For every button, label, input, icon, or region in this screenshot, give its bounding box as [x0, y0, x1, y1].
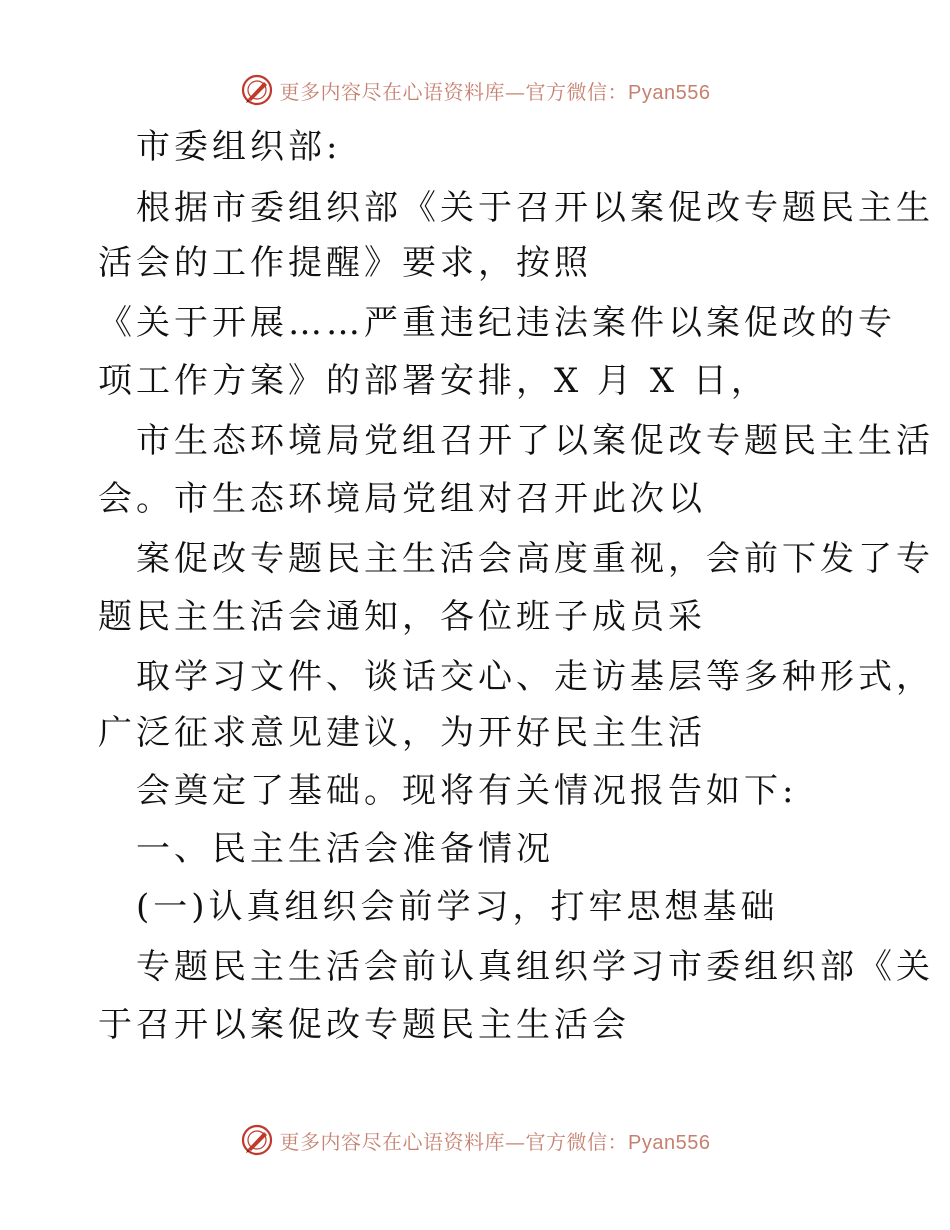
pen-logo-icon — [240, 1123, 274, 1157]
text-line: 专题民主生活会前认真组织学习市委组织部《关 — [136, 947, 934, 987]
watermark-text — [280, 1126, 711, 1155]
watermark-suffix: 官方微信： — [525, 79, 629, 104]
text-line: 于召开以案促改专题民主生活会 — [98, 1005, 630, 1045]
text-line: 案促改专题民主生活会高度重视，会前下发了专 — [136, 539, 934, 579]
pen-logo-icon — [240, 73, 274, 107]
watermark-wechat-id: Pyan556 — [628, 81, 711, 104]
text-line: 根据市委组织部《关于召开以案促改专题民主生 — [136, 188, 934, 228]
text-line: 题民主生活会通知，各位班子成员采 — [98, 597, 706, 637]
text-line: 会奠定了基础。现将有关情况报告如下: — [136, 771, 798, 811]
text-line: 市委组织部: — [136, 127, 342, 167]
text-line: 取学习文件、谈话交心、走访基层等多种形式， — [136, 657, 934, 697]
text-line: 项工作方案》的部署安排，X 月 X 日， — [98, 361, 769, 401]
watermark-header — [0, 70, 950, 110]
text-line: 活会的工作提醒》要求，按照 — [98, 243, 592, 283]
watermark-text — [280, 76, 711, 105]
subsection-heading: (一)认真组织会前学习，打牢思想基础 — [136, 887, 779, 927]
watermark-main: 更多内容尽在心语资料库— — [279, 79, 526, 104]
text-line: 广泛征求意见建议，为开好民主生活 — [98, 713, 706, 753]
text-line: 市生态环境局党组召开了以案促改专题民主生活 — [136, 421, 934, 461]
section-heading: 一、民主生活会准备情况 — [136, 829, 554, 869]
watermark-main: 更多内容尽在心语资料库— — [279, 1129, 526, 1154]
watermark-footer — [0, 1120, 950, 1160]
text-line: 会。市生态环境局党组对召开此次以 — [98, 479, 706, 519]
watermark-wechat-id: Pyan556 — [628, 1131, 711, 1154]
text-line: 《关于开展……严重违纪违法案件以案促改的专 — [98, 303, 896, 343]
watermark-suffix: 官方微信： — [525, 1129, 629, 1154]
